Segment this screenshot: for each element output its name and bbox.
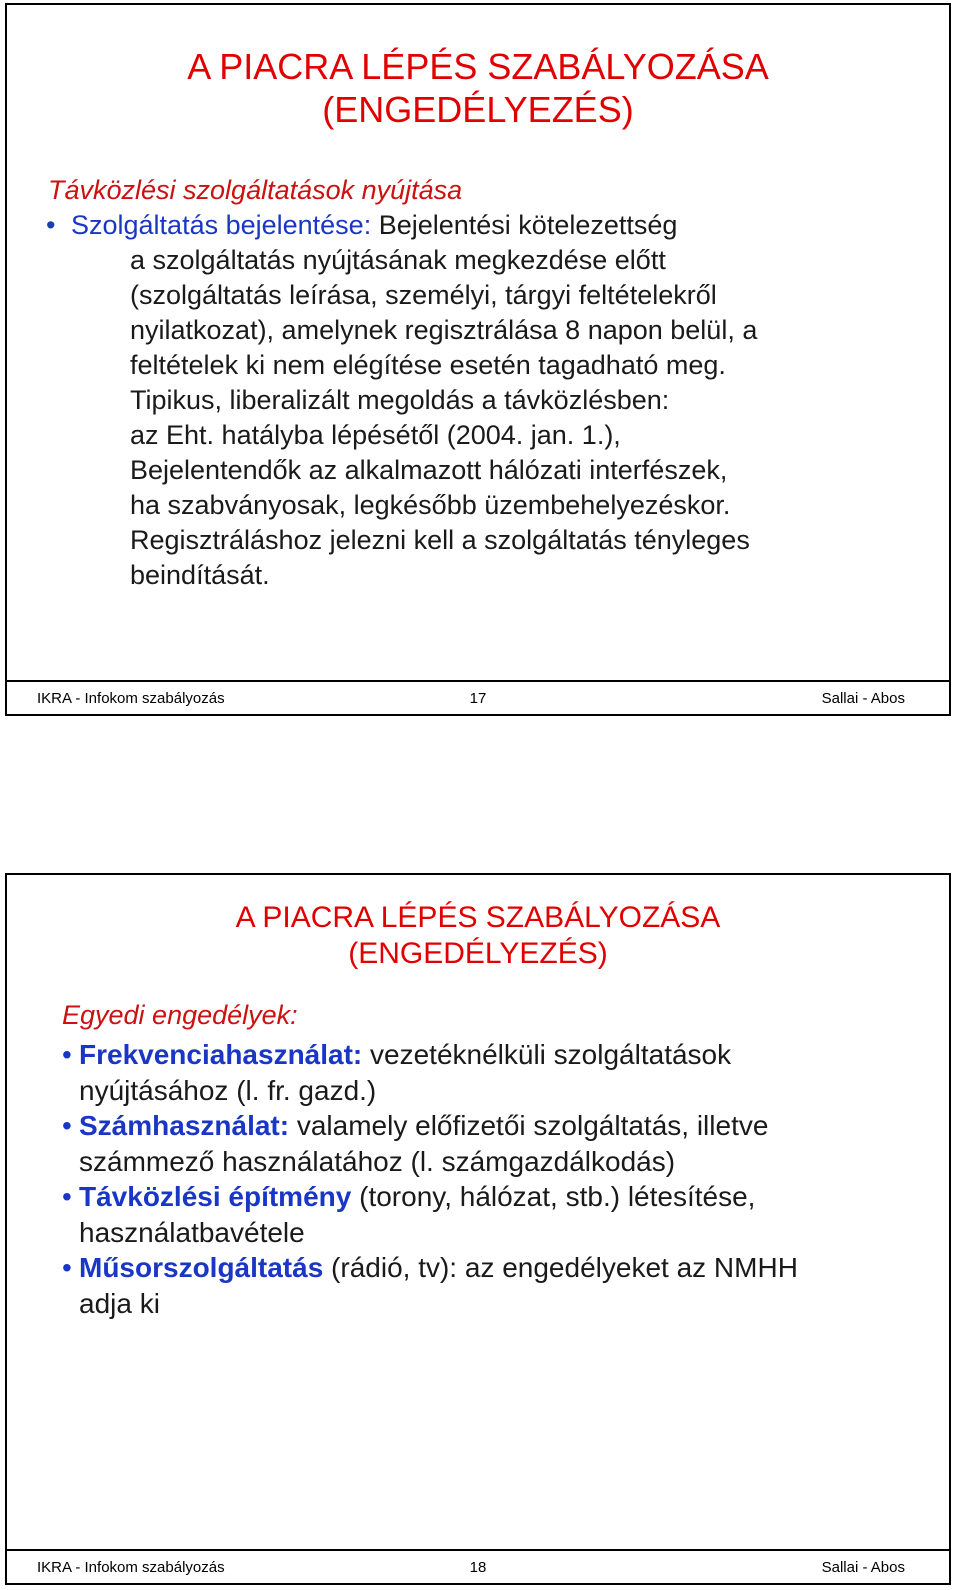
bullet-text: Bejelentési kötelezettség [371, 210, 678, 240]
footer-right: Sallai - Abos [821, 1559, 905, 1576]
bullet-icon: • [62, 1181, 72, 1212]
title-line-2: (ENGEDÉLYEZÉS) [348, 937, 608, 970]
title-line-1: A PIACRA LÉPÉS SZABÁLYOZÁSA [235, 901, 721, 934]
list-item [62, 1179, 922, 1250]
footer-left: IKRA - Infokom szabályozás [37, 1559, 225, 1576]
body-line: Bejelentendők az alkalmazott hálózati interfészek, [130, 455, 728, 485]
list-item [62, 1108, 922, 1179]
body-line: feltételek ki nem elégítése esetén tagadható meg. [130, 350, 726, 380]
slide-footer [7, 1549, 949, 1583]
slide-title [7, 45, 949, 131]
slide-title [7, 900, 949, 972]
item-text-continued: használatbavétele [79, 1216, 305, 1248]
title-line-1: A PIACRA LÉPÉS SZABÁLYOZÁSA [187, 46, 769, 87]
body-line: a szolgáltatás nyújtásának megkezdése előtt [130, 245, 666, 275]
page-number: 17 [469, 690, 487, 707]
bullet-icon: • [62, 1252, 72, 1283]
title-line-2: (ENGEDÉLYEZÉS) [322, 89, 634, 131]
item-text-continued: adja ki [79, 1287, 160, 1319]
item-text-continued: számmező használatához (l. számgazdálkodás) [79, 1145, 676, 1177]
body-line: Tipikus, liberalizált megoldás a távközlésben: [130, 385, 670, 415]
bullet-item [46, 208, 926, 243]
item-label: Számhasználat: [79, 1110, 290, 1141]
body-line: Regisztráláshoz jelezni kell a szolgáltatás tényleges [130, 525, 750, 555]
body-line: (szolgáltatás leírása, személyi, tárgyi feltételekről [130, 280, 717, 310]
item-label: Műsorszolgáltatás [79, 1252, 324, 1283]
bullet-label: Szolgáltatás bejelentése: [71, 210, 372, 240]
item-text: vezetéknélküli szolgáltatások [362, 1039, 732, 1070]
item-text: (rádió, tv): az engedélyeket az NMHH [323, 1252, 798, 1283]
list-item [62, 1037, 922, 1108]
page-number: 18 [469, 1559, 487, 1576]
body-line: ha szabványosak, legkésőbb üzembehelyezéskor. [130, 490, 731, 520]
item-text-continued: nyújtásához (l. fr. gazd.) [79, 1074, 377, 1106]
body-line: nyilatkozat), amelynek regisztrálása 8 napon belül, a [130, 315, 758, 345]
slide-18 [5, 873, 951, 1585]
slide-body [46, 208, 926, 593]
bullet-icon: • [46, 210, 56, 240]
slide-17 [5, 3, 951, 716]
footer-right: Sallai - Abos [821, 690, 905, 707]
item-text: (torony, hálózat, stb.) létesítése, [351, 1181, 756, 1212]
slide-footer [7, 680, 949, 714]
item-label: Frekvenciahasználat: [79, 1039, 363, 1070]
bullet-icon: • [62, 1039, 72, 1070]
bullet-list [62, 1037, 922, 1321]
bullet-continuation [46, 243, 926, 593]
item-text: valamely előfizetői szolgáltatás, illetve [289, 1110, 769, 1141]
body-line: beindítását. [130, 560, 270, 590]
footer-left: IKRA - Infokom szabályozás [37, 690, 225, 707]
list-item [62, 1250, 922, 1321]
body-line: az Eht. hatályba lépésétől (2004. jan. 1.), [130, 420, 621, 450]
slide-subheading: Egyedi engedélyek: [62, 1000, 298, 1030]
slide-subheading: Távközlési szolgáltatások nyújtása [48, 175, 463, 205]
bullet-icon: • [62, 1110, 72, 1141]
item-label: Távközlési építmény [79, 1181, 352, 1212]
